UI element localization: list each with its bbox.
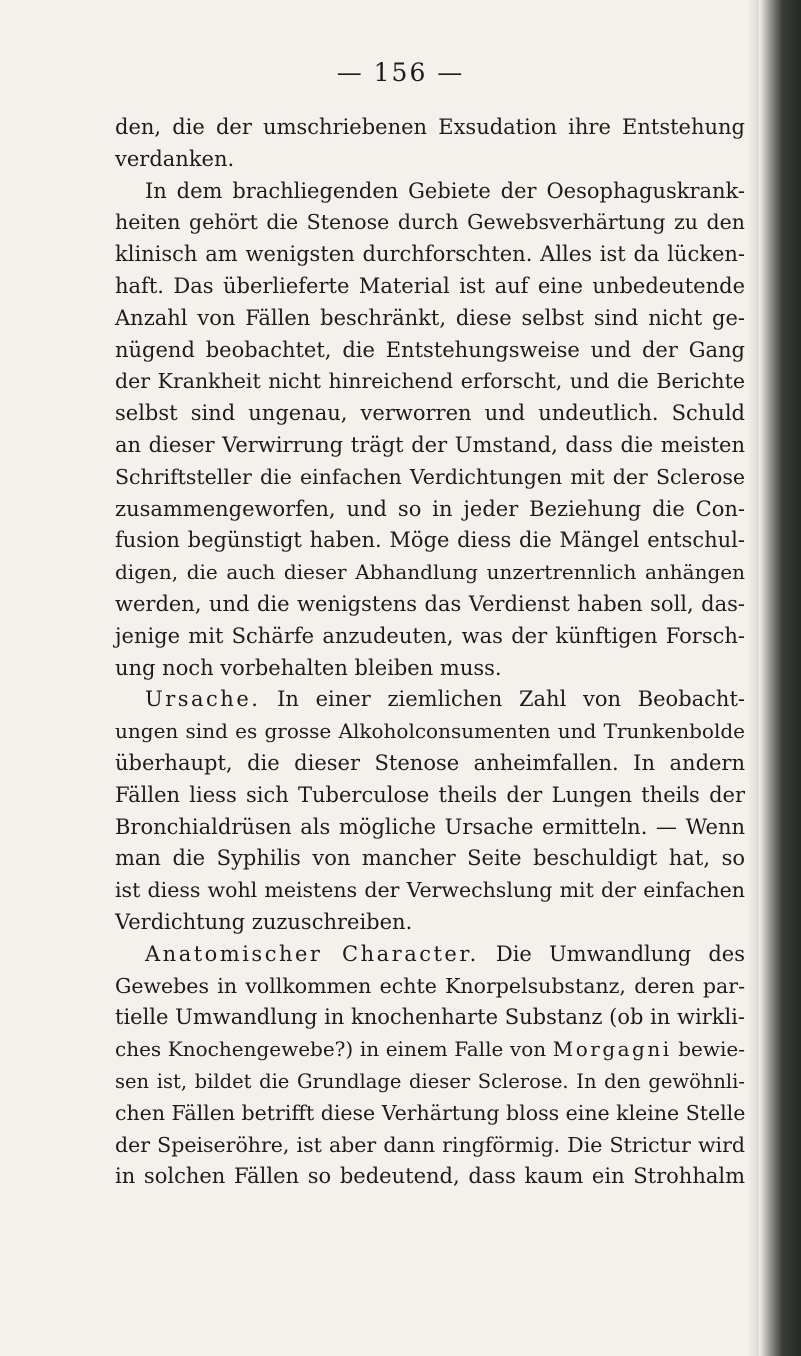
text-segment: Die Umwandlung des: [478, 941, 745, 966]
text-segment: man die Syphilis von mancher Seite beschuldigt hat, so: [115, 846, 745, 871]
text-segment: ches Knochengewebe?) in einem Falle von: [115, 1037, 553, 1062]
text-line: [115, 557, 745, 589]
text-line: [115, 589, 745, 621]
text-segment: Verdichtung zuzuschreiben.: [115, 909, 413, 934]
text-line: [115, 239, 745, 271]
text-segment: ung noch vorbehalten bleiben muss.: [115, 655, 502, 680]
text-line: [115, 621, 745, 653]
text-segment: nügend beobachtet, die Entstehungsweise und der Gang: [115, 337, 745, 362]
text-segment: sen ist, bildet die Grundlage dieser Sclerose. In den gewöhnli-: [115, 1069, 745, 1093]
text-line: [115, 112, 745, 144]
text-line: [115, 843, 745, 875]
text-line: [115, 525, 745, 557]
text-segment: in solchen Fällen so bedeutend, dass kaum ein Strohhalm: [115, 1164, 745, 1189]
text-segment: heiten gehört die Stenose durch Gewebsverhärtung zu den: [115, 210, 745, 235]
text-line: [115, 1002, 745, 1034]
text-line: [115, 875, 745, 907]
text-line: [115, 1130, 745, 1162]
text-segment: chen Fällen betrifft diese Verhärtung bloss eine kleine Stelle: [115, 1100, 746, 1125]
text-line: [115, 335, 745, 367]
text-segment: ist diess wohl meistens der Verwechslung mit der einfachen: [115, 878, 745, 903]
text-segment: digen, die auch dieser Abhandlung unzertrennlich anhängen: [115, 560, 745, 585]
text-line: [115, 716, 745, 748]
text-line: [115, 780, 745, 812]
text-line: [115, 1161, 745, 1193]
text-line: [115, 653, 745, 685]
text-line: [115, 1034, 745, 1066]
text-segment: werden, und die wenigstens das Verdienst haben soll, das-: [115, 591, 745, 616]
body-text: [115, 112, 745, 1193]
text-segment: klinisch am wenigsten durchforschten. Alles ist da lücken-: [115, 242, 745, 267]
text-segment: Fällen liess sich Tuberculose theils der Lungen theils der: [115, 782, 745, 807]
text-segment: der Speiseröhre, ist aber dann ringförmig. Die Strictur wird: [115, 1132, 745, 1157]
text-line: [115, 684, 745, 716]
text-line: [115, 207, 745, 239]
text-line: [115, 366, 745, 398]
text-segment: haft. Das überlieferte Material ist auf eine unbedeutende: [115, 273, 745, 298]
text-line: [115, 462, 745, 494]
text-segment: den, die der umschriebenen Exsudation ihre Entstehung: [115, 115, 745, 139]
text-segment: In dem brachliegenden Gebiete der Oesophaguskrank-: [145, 178, 745, 203]
text-line: [115, 939, 745, 971]
text-line: [115, 907, 745, 939]
text-line: [115, 176, 745, 208]
text-segment: In einer ziemlichen Zahl von Beobacht-: [260, 687, 745, 712]
text-segment: jenige mit Schärfe anzudeuten, was der künftigen Forsch-: [115, 623, 745, 648]
section-heading: Ursache.: [145, 687, 261, 712]
text-segment: Anzahl von Fällen beschränkt, diese selbst sind nicht ge-: [115, 305, 745, 330]
page-number: — 156 —: [336, 58, 465, 87]
text-segment: an dieser Verwirrung trägt der Umstand, dass die meisten: [115, 432, 745, 457]
section-heading: Anatomischer Character.: [145, 941, 479, 966]
text-line: [115, 494, 745, 526]
text-line: [115, 1066, 745, 1098]
text-segment: Schriftsteller die einfachen Verdichtungen mit der Sclerose: [115, 464, 745, 489]
text-segment: Gewebes in vollkommen echte Knorpelsubstanz, deren par-: [115, 973, 745, 998]
text-line: [115, 398, 745, 430]
text-line: [115, 430, 745, 462]
book-edge: [759, 0, 801, 1356]
text-segment: überhaupt, die dieser Stenose anheimfallen. In andern: [115, 750, 745, 775]
text-segment: Bronchialdrüsen als mögliche Ursache ermitteln. — Wenn: [115, 814, 745, 839]
text-segment: bewie-: [671, 1037, 745, 1062]
text-segment: zusammengeworfen, und so in jeder Beziehung die Con-: [115, 496, 745, 521]
text-line: [115, 1098, 745, 1130]
text-segment: ungen sind es grosse Alkoholconsumenten und Trunkenbolde: [115, 719, 745, 744]
text-segment: der Krankheit nicht hinreichend erforscht, und die Berichte: [115, 369, 745, 394]
text-line: [115, 271, 745, 303]
text-line: [115, 971, 745, 1003]
text-line: [115, 812, 745, 844]
text-line: [115, 144, 745, 176]
text-line: [115, 748, 745, 780]
text-line: [115, 303, 745, 335]
author-name: Morgagni: [552, 1037, 672, 1062]
text-segment: tielle Umwandlung in knochenharte Substanz (ob in wirkli-: [115, 1005, 745, 1030]
text-segment: fusion begünstigt haben. Möge diess die Mängel entschul-: [115, 528, 745, 553]
text-segment: verdanken.: [115, 146, 235, 171]
text-segment: selbst sind ungenau, verworren und undeutlich. Schuld: [115, 401, 745, 426]
